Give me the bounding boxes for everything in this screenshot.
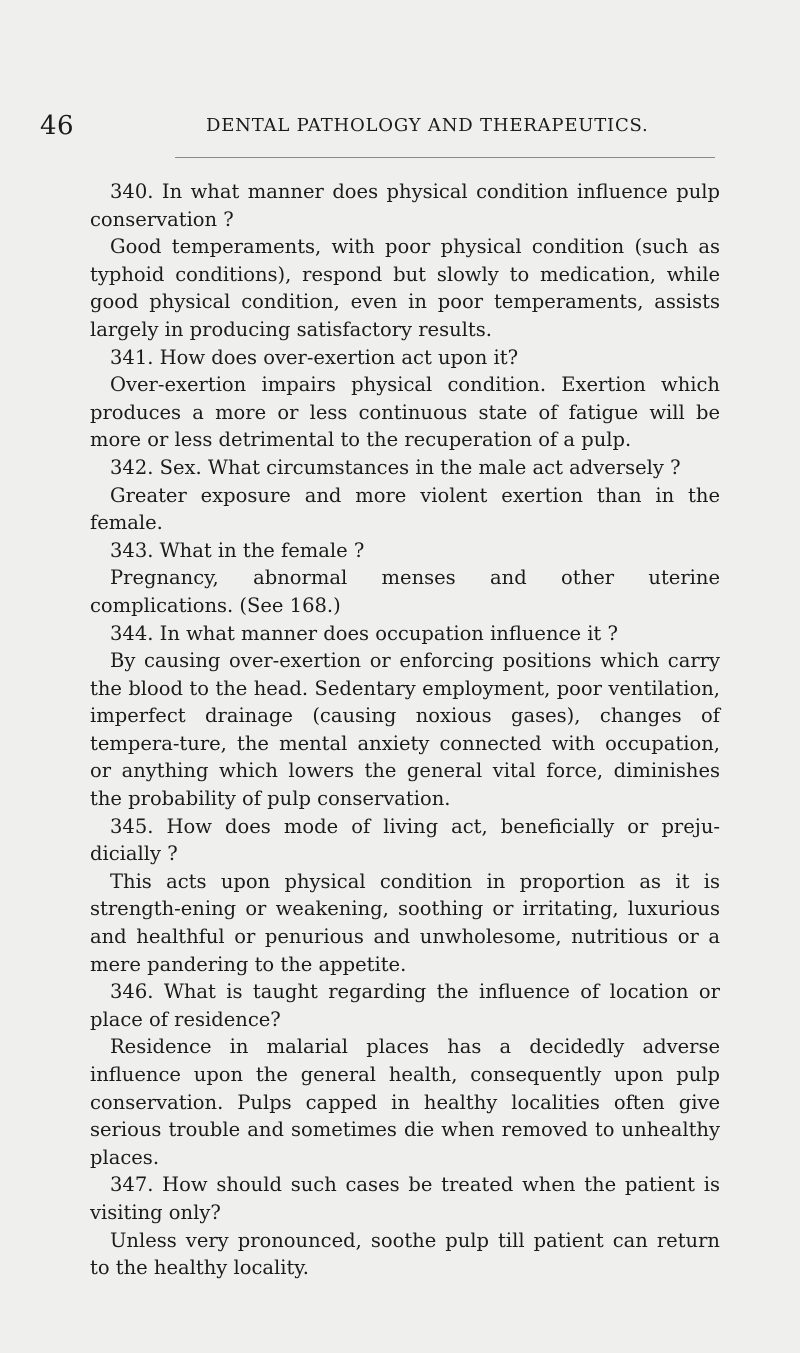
question-347: 347. How should such cases be treated when the patient is visiting only? <box>90 1173 720 1224</box>
question-345: 345. How does mode of living act, beneficially or preju-dicially ? <box>90 814 720 866</box>
answer-342: Greater exposure and more violent exertion than in the female. <box>90 483 720 535</box>
question-346: 346. What is taught regarding the influence of location or place of residence? <box>90 980 720 1031</box>
answer-340: Good temperaments, with poor physical condition (such as typhoid conditions), respond but slowly to medication, while good physical condition, even in poor temperaments, assists largely in producing satisfactory results. <box>90 235 720 341</box>
header-rule <box>175 157 715 158</box>
question-341: 341. How does over-exertion act upon it? <box>110 345 519 369</box>
body-text <box>90 178 720 1282</box>
question-343: 343. What in the female ? <box>110 538 365 562</box>
answer-347: Unless very pronounced, soothe pulp till patient can return to the healthy locality. <box>90 1228 720 1280</box>
answer-345: This acts upon physical condition in proportion as it is strength-ening or weakening, soothing or irritating, luxurious and healthful or penurious and unwholesome, nutritious or a mere pandering to the appetite. <box>90 869 720 976</box>
answer-346: Residence in malarial places has a decidedly adverse influence upon the general health, consequently upon pulp conservation. Pulps capped in healthy localities often give serious trouble and sometimes die when removed to unhealthy places. <box>90 1035 720 1169</box>
running-head: DENTAL PATHOLOGY AND THERAPEUTICS. <box>206 115 649 136</box>
question-340: 340. In what manner does physical condition influence pulp conservation ? <box>90 180 720 231</box>
answer-344: By causing over-exertion or enforcing positions which carry the blood to the head. Sedentary employment, poor ventilation, imperfect drainage (causing noxious gases), changes of tempera-ture, the mental anxiety connected with occupation, or anything which lowers the general vital force, diminishes the probability of pulp conservation. <box>90 649 720 811</box>
answer-341: Over-exertion impairs physical condition. Exertion which produces a more or less continuous state of fatigue will be more or less detrimental to the recuperation of a pulp. <box>90 373 720 452</box>
question-344: 344. In what manner does occupation influence it ? <box>110 621 618 645</box>
page-header <box>40 106 760 146</box>
answer-343: Pregnancy, abnormal menses and other uterine complications. (See 168.) <box>90 566 720 617</box>
question-342: 342. Sex. What circumstances in the male act adversely ? <box>110 455 681 479</box>
page-number: 46 <box>40 111 75 141</box>
